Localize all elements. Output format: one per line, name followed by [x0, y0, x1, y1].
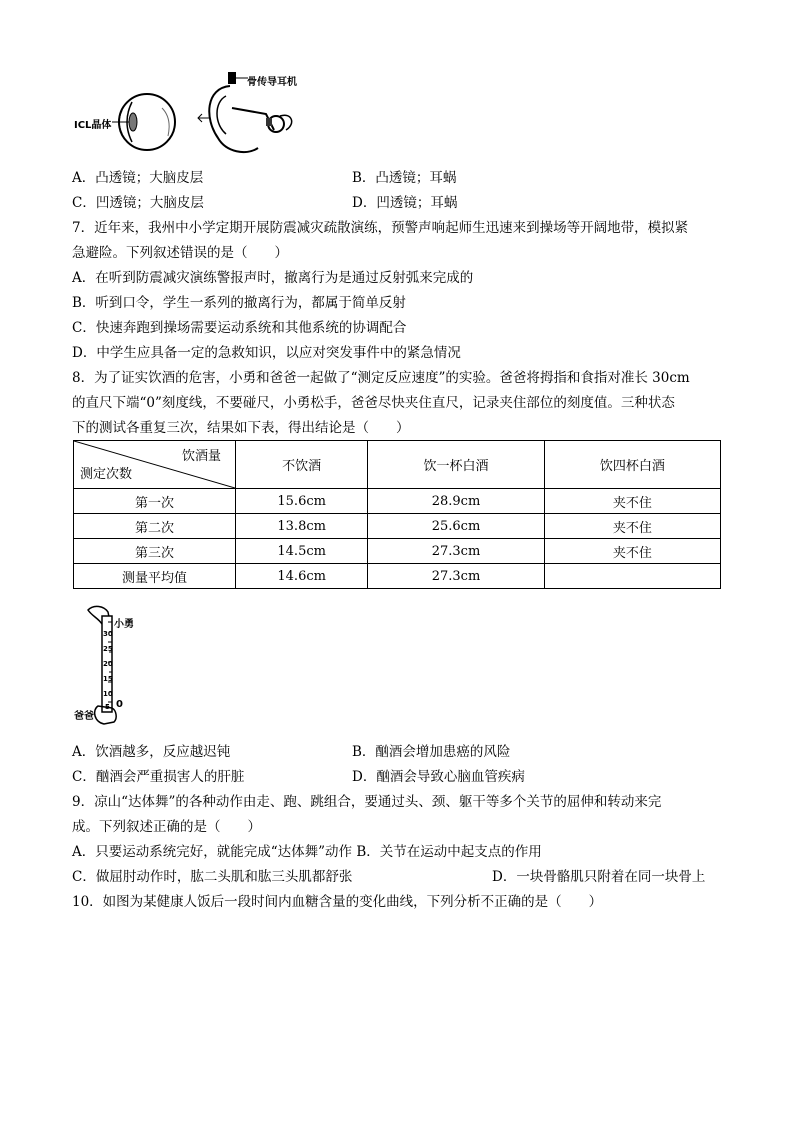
- q8-option-a: A．饮酒越多，反应越迟钝: [72, 744, 231, 760]
- table-cell: [544, 564, 720, 589]
- label-xiaoyong: 小勇: [114, 619, 134, 630]
- bone-conduction-label: 骨传导耳机: [247, 77, 297, 88]
- table-row: [74, 539, 721, 564]
- table-cell: 夹不住: [544, 539, 720, 564]
- q9-option-c: C．做屈肘动作时，肱二头肌和肱三头肌都舒张: [72, 869, 353, 885]
- q6-option-b: B．凸透镜；耳蜗: [352, 170, 457, 186]
- ruler-number: 25: [103, 645, 113, 653]
- q6-option-a: A．凸透镜；大脑皮层: [72, 170, 204, 186]
- row-label: 第三次: [74, 539, 236, 564]
- table-row: [74, 514, 721, 539]
- q8-option-b: B．酗酒会增加患癌的风险: [352, 744, 511, 760]
- corner-label-drink: 饮酒量: [181, 449, 221, 464]
- reaction-test-table: [73, 440, 721, 589]
- q9-option-ab: A．只要运动系统完好，就能完成“达体舞”动作 B．关节在运动中起支点的作用: [72, 844, 542, 860]
- ruler-number: 20: [103, 660, 113, 668]
- table-cell: 14.5cm: [236, 539, 368, 564]
- q9-stem-line1: 9．凉山“达体舞”的各种动作由走、跑、跳组合，要通过头、颈、躯干等多个关节的屈伸和转动来完: [72, 794, 662, 810]
- corner-label-trial: 测定次数: [80, 467, 133, 482]
- q8-stem-line3: 下的测试各重复三次，结果如下表，得出结论是（ ）: [72, 420, 410, 436]
- label-baba: 爸爸: [74, 711, 94, 722]
- q6-option-c: C．凹透镜；大脑皮层: [72, 195, 204, 211]
- q6-option-d: D．凹透镜；耳蜗: [352, 195, 458, 211]
- q7-option-c: C．快速奔跑到操场需要运动系统和其他系统的协调配合: [72, 320, 407, 336]
- ruler-number: 30: [103, 630, 113, 638]
- q7-stem-line2: 急避险。下列叙述错误的是（ ）: [72, 245, 288, 261]
- row-label: 第二次: [74, 514, 236, 539]
- q8-stem-line2: 的直尺下端“0”刻度线，不要碰尺，小勇松手，爸爸尽快夹住直尺，记录夹住部位的刻度值。三种状态: [72, 395, 675, 411]
- q8-option-c: C．酗酒会严重损害人的肝脏: [72, 769, 245, 785]
- ruler-number: 5: [105, 703, 110, 711]
- table-cell: 14.6cm: [236, 564, 368, 589]
- ruler-number: 15: [103, 675, 113, 683]
- table-cell: 夹不住: [544, 514, 720, 539]
- table-cell: 27.3cm: [368, 564, 544, 589]
- table-cell: 27.3cm: [368, 539, 544, 564]
- column-header: 饮四杯白酒: [544, 441, 720, 489]
- ruler-number: 10: [103, 690, 113, 698]
- row-label: 第一次: [74, 489, 236, 514]
- table-cell: 28.9cm: [368, 489, 544, 514]
- q8-option-d: D．酗酒会导致心脑血管疾病: [352, 769, 525, 785]
- q10-stem: 10．如图为某健康人饭后一段时间内血糖含量的变化曲线，下列分析不正确的是（ ）: [72, 894, 603, 910]
- table-corner-cell: [74, 441, 236, 489]
- column-header: 不饮酒: [236, 441, 368, 489]
- q7-stem-line1: 7．近年来，我州中小学定期开展防震减灾疏散演练，预警声响起师生迅速来到操场等开阔地带，模拟紧: [72, 220, 689, 236]
- column-header: 饮一杯白酒: [368, 441, 544, 489]
- table-cell: 15.6cm: [236, 489, 368, 514]
- table-row: [74, 489, 721, 514]
- q7-option-a: A．在听到防震减灾演练警报声时，撤离行为是通过反射弧来完成的: [72, 270, 474, 286]
- row-label: 测量平均值: [74, 564, 236, 589]
- table-cell: 25.6cm: [368, 514, 544, 539]
- table-cell: 夹不住: [544, 489, 720, 514]
- table-cell: 13.8cm: [236, 514, 368, 539]
- q7-option-b: B．听到口令，学生一系列的撤离行为，都属于简单反射: [72, 295, 406, 311]
- q9-stem-line2: 成。下列叙述正确的是（ ）: [72, 819, 261, 835]
- q9-option-d: D．一块骨骼肌只附着在同一块骨上: [492, 869, 706, 885]
- table-header-row: [74, 441, 721, 489]
- label-zero: 0: [116, 699, 123, 710]
- table-row: [74, 564, 721, 589]
- q7-option-d: D．中学生应具备一定的急救知识，以应对突发事件中的紧急情况: [72, 345, 461, 361]
- icl-lens-label: ICL晶体: [74, 120, 112, 131]
- q8-stem-line1: 8．为了证实饮酒的危害，小勇和爸爸一起做了“测定反应速度”的实验。爸爸将拇指和食指对准长 30cm: [72, 370, 690, 386]
